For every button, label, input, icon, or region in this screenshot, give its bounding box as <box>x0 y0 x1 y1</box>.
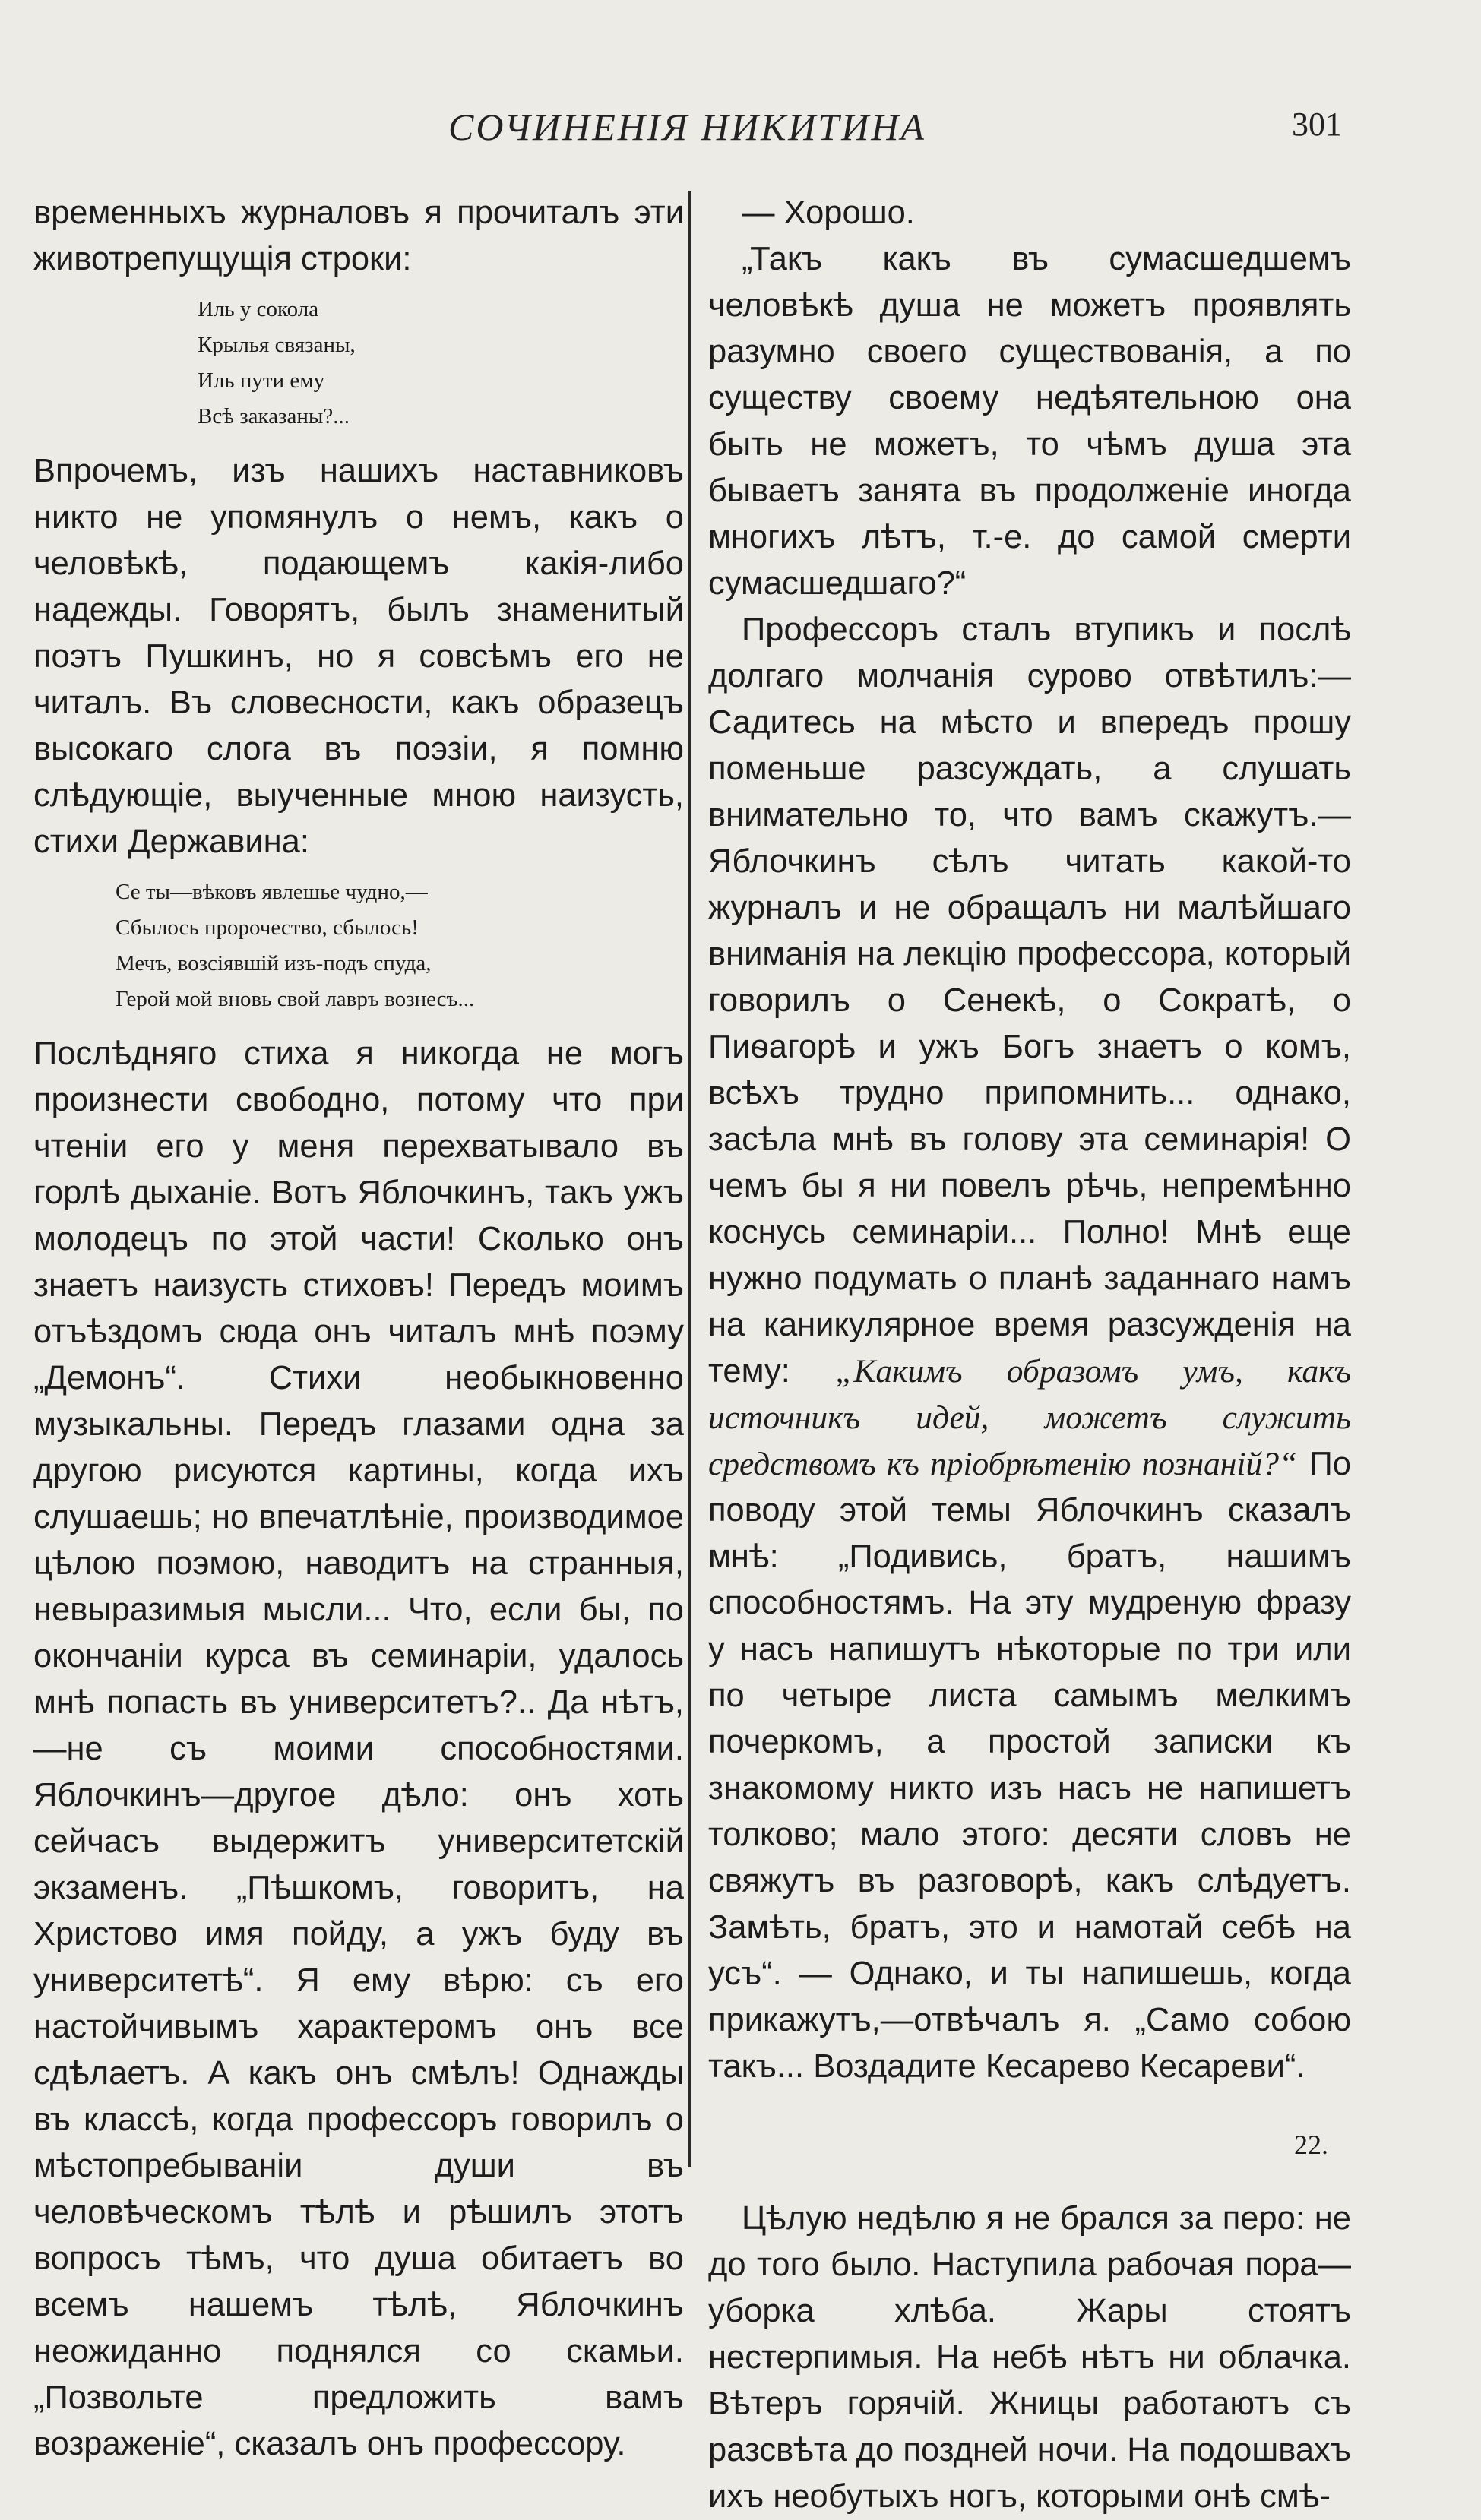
paragraph-text: По поводу этой темы Яблочкинъ сказалъ мнѣ: „Подивись, братъ, нашимъ способностямъ. На эту мудреную фразу у насъ напишутъ нѣкоторые по три или по четыре листа самымъ мелкимъ почеркомъ, а простой записки къ знакомому никто изъ насъ не напишетъ толково; мало этого: десяти словъ не свяжутъ въ разговорѣ, какъ слѣдуетъ. Замѣть, братъ, это и намотай себѣ на усъ“. — Однако, и ты напишешь, когда прикажутъ,—отвѣчалъ я. „Само собою такъ... Воздадите Кесарево Кесареви“. <box>708 1446 1351 2085</box>
verse-line: Иль пути ему <box>198 368 325 393</box>
paragraph <box>708 607 1351 2090</box>
left-column <box>33 190 684 2468</box>
verse-line: Всѣ заказаны?... <box>198 404 350 428</box>
poem-excerpt <box>33 874 684 1017</box>
verse-line: Крылья связаны, <box>198 333 356 357</box>
paragraph: временныхъ журналовъ я прочиталъ эти животрепущущія строки: <box>33 194 684 277</box>
right-column <box>708 190 1351 2520</box>
verse-line: Се ты—вѣковъ явлешье чудно,— <box>116 880 428 904</box>
verse-line: Сбылось пророчество, сбылось! <box>116 915 419 940</box>
running-head <box>0 105 1481 150</box>
verse-line: Мечъ, возсіявшій изъ-подъ спуда, <box>116 951 432 975</box>
paragraph: — Хорошо. <box>742 194 915 231</box>
paragraph: Цѣлую недѣлю я не брался за перо: не до того было. Наступила рабочая пора—уборка хлѣба. Жары стоятъ нестерпимыя. На небѣ нѣтъ ни облачка. Вѣтеръ горячій. Жницы работаютъ съ разсвѣта до поздней ночи. На подошвахъ ихъ необутыхъ ногъ, которыми онѣ смѣ- <box>708 2200 1351 2515</box>
verse-line: Герой мой вновь свой лавръ вознесъ... <box>116 987 475 1011</box>
page-number: 301 <box>1292 106 1342 143</box>
paragraph: Впрочемъ, изъ нашихъ наставниковъ никто не упомянулъ о немъ, какъ о человѣкѣ, подающемъ какія-либо надежды. Говорятъ, былъ знаменитый поэтъ Пушкинъ, но я совсѣмъ его не читалъ. Въ словесности, какъ образецъ высокаго слога въ поэзіи, я помню слѣдующіе, выученные мною наизусть, стихи Державина: <box>33 453 684 860</box>
poem-excerpt <box>33 292 684 435</box>
running-title: СОЧИНЕНІЯ НИКИТИНА <box>448 106 926 148</box>
verse-line: Иль у сокола <box>198 297 319 321</box>
paragraph: „Такъ какъ въ сумасшедшемъ человѣкѣ душа не можетъ проявлять разумно своего существованія, а по существу своему недѣятельною она быть не можетъ, то чѣмъ душа эта бываетъ занята въ продолженіе иногда многихъ лѣтъ, т.-е. до самой смерти сумасшедшаго?“ <box>708 241 1351 602</box>
paragraph-text: Профессоръ сталъ втупикъ и послѣ долгаго молчанія сурово отвѣтилъ:—Садитесь на мѣсто и впередъ прошу поменьше разсуждать, а слушать внимательно то, что вамъ скажутъ.—Яблочкинъ сѣлъ читать какой-то журналъ и не обращалъ ни малѣйшаго вниманія на лекцію профессора, который говорилъ о Сенекѣ, о Сократѣ, о Пиѳагорѣ и ужъ Богъ знаетъ о комъ, всѣхъ трудно припомнить... однако, засѣла мнѣ въ голову эта семинарія! О чемъ бы я ни повелъ рѣчь, непремѣнно коснусь семинаріи... Полно! Мнѣ еще нужно подумать о планѣ заданнаго намъ на каникулярное время разсужденія на тему: <box>708 612 1351 1390</box>
essay-theme: „Какимъ образомъ умъ, какъ источникъ идей, можетъ служить средствомъ къ пріобрѣтенію познаній?“ <box>708 1353 1351 1482</box>
paragraph: Послѣдняго стиха я никогда не могъ произнести свободно, потому что при чтеніи его у меня перехватывало въ горлѣ дыханіе. Вотъ Яблочкинъ, такъ ужъ молодецъ по этой части! Сколько онъ знаетъ наизусть стиховъ! Передъ моимъ отъѣздомъ сюда онъ читалъ мнѣ поэму „Демонъ“. Стихи необыкновенно музыкальны. Передъ глазами одна за другою рисуются картины, когда ихъ слушаешь; но впечатлѣніе, производимое цѣлою поэмою, наводитъ на странныя, невыразимыя мысли... Что, если бы, по окончаніи курса въ семинаріи, удалось мнѣ попасть въ университетъ?.. Да нѣтъ,—не съ моими способностями. Яблочкинъ—другое дѣло: онъ хоть сейчасъ выдержитъ университетскій экзаменъ. „Пѣшкомъ, говоритъ, на Христово имя пойду, а ужъ буду въ университетѣ“. Я ему вѣрю: съ его настойчивымъ характеромъ онъ все сдѣлаетъ. А какъ онъ смѣлъ! Однажды въ классѣ, когда профессоръ говорилъ о мѣстопребываніи души въ человѣческомъ тѣлѣ и рѣшилъ этотъ вопросъ тѣмъ, что душа обитаетъ во всемъ нашемъ тѣлѣ, Яблочкинъ неожиданно поднялся со скамьи. „Позвольте предложить вамъ возраженіе“, сказалъ онъ профессору. <box>33 1036 684 2462</box>
section-number: 22. <box>1294 2130 1328 2160</box>
column-divider <box>688 191 691 2167</box>
